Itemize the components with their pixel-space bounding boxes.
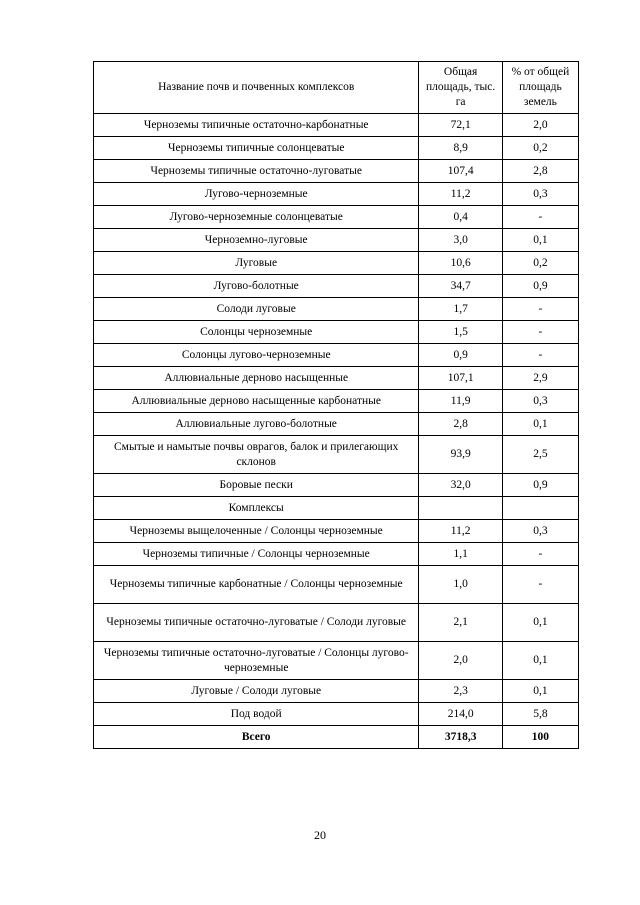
cell-percent: 0,9 <box>502 474 578 497</box>
cell-percent: 0,2 <box>502 252 578 275</box>
cell-name: Аллювиальные лугово-болотные <box>94 413 419 436</box>
cell-name: Солоди луговые <box>94 298 419 321</box>
cell-percent: 0,1 <box>502 680 578 703</box>
cell-area: 11,9 <box>419 390 502 413</box>
table-total-row <box>94 726 579 749</box>
cell-percent: 2,0 <box>502 114 578 137</box>
cell-name: Черноземно-луговые <box>94 229 419 252</box>
table-row <box>94 604 579 642</box>
cell-name: Черноземы выщелоченные / Солонцы черноземные <box>94 520 419 543</box>
cell-area: 2,3 <box>419 680 502 703</box>
table-row <box>94 543 579 566</box>
cell-percent: 0,1 <box>502 642 578 680</box>
cell-area: 2,8 <box>419 413 502 436</box>
cell-name: Луговые <box>94 252 419 275</box>
table-row <box>94 114 579 137</box>
table-row <box>94 413 579 436</box>
table-row <box>94 298 579 321</box>
table-row <box>94 390 579 413</box>
table-row <box>94 344 579 367</box>
cell-name: Комплексы <box>94 497 419 520</box>
table-row <box>94 566 579 604</box>
cell-area: 107,4 <box>419 160 502 183</box>
table-row <box>94 520 579 543</box>
cell-area: 2,0 <box>419 642 502 680</box>
cell-area: 3,0 <box>419 229 502 252</box>
table-row <box>94 183 579 206</box>
cell-name: Луговые / Солоди луговые <box>94 680 419 703</box>
cell-area: 1,7 <box>419 298 502 321</box>
cell-percent: 2,8 <box>502 160 578 183</box>
header-percent: % от общей площадь земель <box>502 62 578 114</box>
cell-name: Черноземы типичные остаточно-карбонатные <box>94 114 419 137</box>
cell-percent: 0,2 <box>502 137 578 160</box>
table-row <box>94 275 579 298</box>
cell-area: 93,9 <box>419 436 502 474</box>
total-name: Всего <box>94 726 419 749</box>
cell-percent: - <box>502 566 578 604</box>
table-row <box>94 321 579 344</box>
cell-area: 1,1 <box>419 543 502 566</box>
cell-percent: 0,1 <box>502 229 578 252</box>
cell-name: Черноземы типичные остаточно-луговатые / Солонцы лугово-черноземные <box>94 642 419 680</box>
cell-area: 32,0 <box>419 474 502 497</box>
cell-name: Солонцы лугово-черноземные <box>94 344 419 367</box>
table-row <box>94 703 579 726</box>
total-area: 3718,3 <box>419 726 502 749</box>
cell-area: 107,1 <box>419 367 502 390</box>
cell-percent: 0,1 <box>502 413 578 436</box>
cell-name: Черноземы типичные солонцеватые <box>94 137 419 160</box>
cell-name: Боровые пески <box>94 474 419 497</box>
cell-name: Аллювиальные дерново насыщенные <box>94 367 419 390</box>
cell-name: Лугово-черноземные солонцеватые <box>94 206 419 229</box>
cell-name: Смытые и намытые почвы оврагов, балок и прилегающих склонов <box>94 436 419 474</box>
table-row <box>94 229 579 252</box>
cell-percent: 0,3 <box>502 183 578 206</box>
table-row <box>94 252 579 275</box>
cell-percent: 0,1 <box>502 604 578 642</box>
cell-percent <box>502 497 578 520</box>
cell-name: Солонцы черноземные <box>94 321 419 344</box>
header-total-area: Общая площадь, тыс. га <box>419 62 502 114</box>
cell-area: 0,4 <box>419 206 502 229</box>
cell-percent: - <box>502 344 578 367</box>
page-number: 20 <box>314 828 326 842</box>
cell-area: 0,9 <box>419 344 502 367</box>
header-soil-name: Название почв и почвенных комплексов <box>94 62 419 114</box>
cell-area: 11,2 <box>419 183 502 206</box>
table-row <box>94 642 579 680</box>
cell-percent: 0,3 <box>502 390 578 413</box>
cell-name: Под водой <box>94 703 419 726</box>
cell-area: 34,7 <box>419 275 502 298</box>
cell-percent: 0,9 <box>502 275 578 298</box>
cell-area: 1,0 <box>419 566 502 604</box>
cell-area <box>419 497 502 520</box>
table-row <box>94 206 579 229</box>
cell-name: Черноземы типичные остаточно-луговатые <box>94 160 419 183</box>
cell-area: 1,5 <box>419 321 502 344</box>
cell-area: 10,6 <box>419 252 502 275</box>
cell-area: 72,1 <box>419 114 502 137</box>
cell-name: Черноземы типичные остаточно-луговатые / Солоди луговые <box>94 604 419 642</box>
table-row <box>94 160 579 183</box>
cell-name: Черноземы типичные карбонатные / Солонцы черноземные <box>94 566 419 604</box>
soil-area-table <box>93 61 579 749</box>
table-row <box>94 436 579 474</box>
cell-percent: 5,8 <box>502 703 578 726</box>
cell-percent: 2,5 <box>502 436 578 474</box>
cell-name: Аллювиальные дерново насыщенные карбонатные <box>94 390 419 413</box>
table-row <box>94 680 579 703</box>
table-row <box>94 474 579 497</box>
cell-area: 214,0 <box>419 703 502 726</box>
cell-name: Лугово-болотные <box>94 275 419 298</box>
cell-name: Лугово-черноземные <box>94 183 419 206</box>
table-row <box>94 497 579 520</box>
cell-area: 2,1 <box>419 604 502 642</box>
cell-percent: 0,3 <box>502 520 578 543</box>
cell-name: Черноземы типичные / Солонцы черноземные <box>94 543 419 566</box>
cell-percent: 2,9 <box>502 367 578 390</box>
table-row <box>94 367 579 390</box>
table-row <box>94 137 579 160</box>
cell-percent: - <box>502 321 578 344</box>
total-percent: 100 <box>502 726 578 749</box>
cell-percent: - <box>502 298 578 321</box>
cell-area: 8,9 <box>419 137 502 160</box>
cell-percent: - <box>502 206 578 229</box>
cell-area: 11,2 <box>419 520 502 543</box>
table-header-row <box>94 62 579 114</box>
cell-percent: - <box>502 543 578 566</box>
